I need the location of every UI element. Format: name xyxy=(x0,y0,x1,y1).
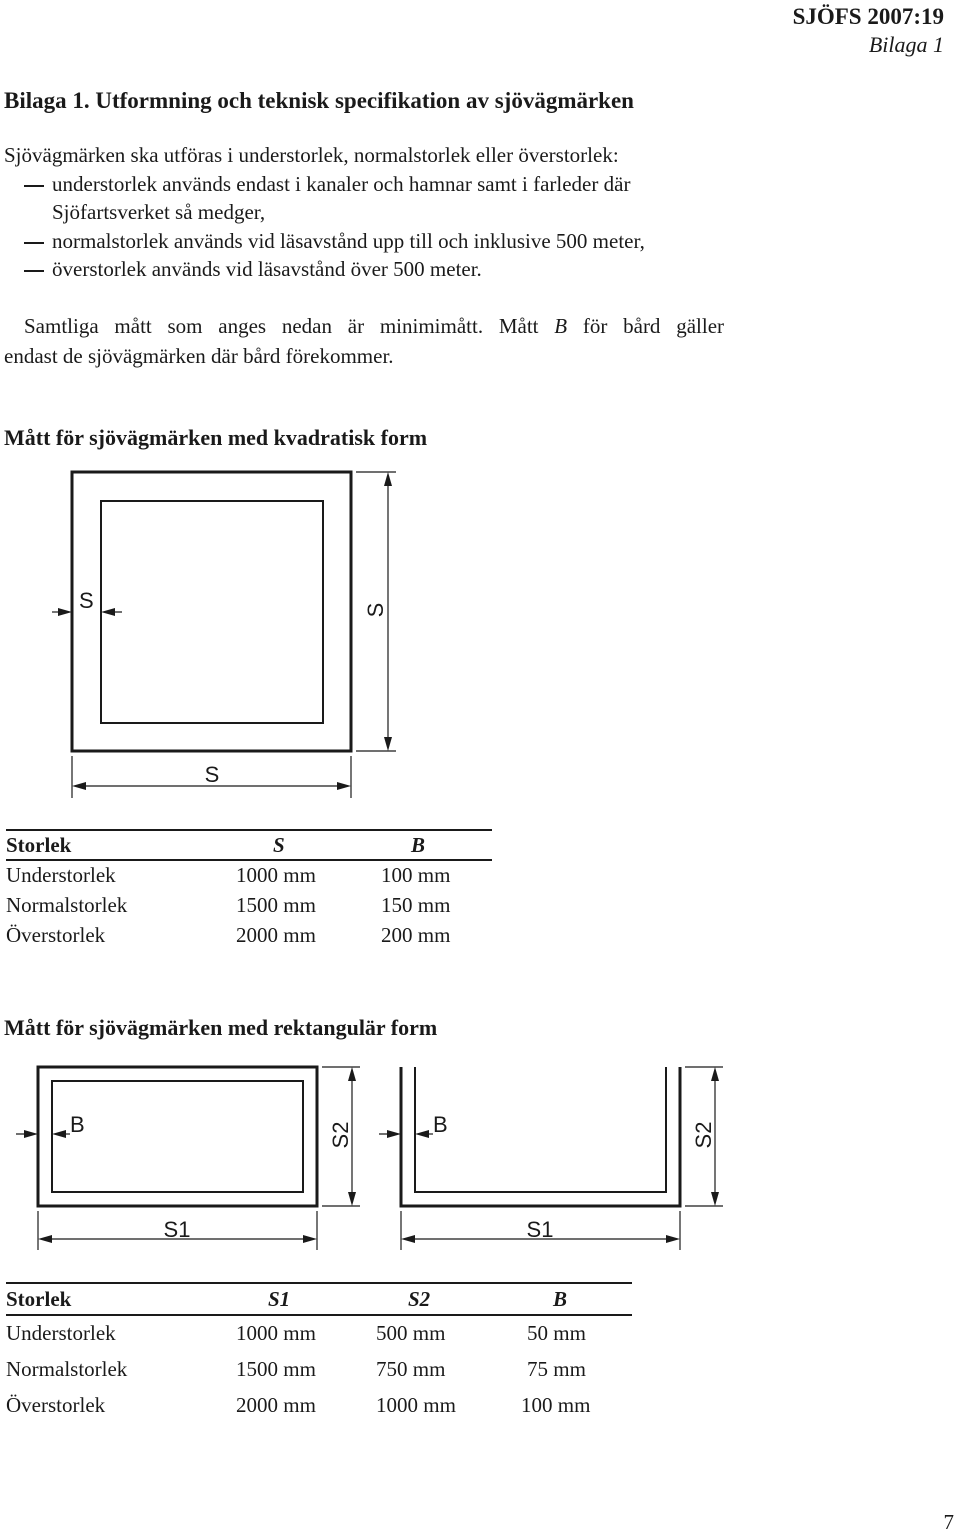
table-header-row: Storlek S B xyxy=(6,830,492,860)
square-size-table xyxy=(6,829,492,950)
left-height-label: S2 xyxy=(328,1121,353,1149)
rect-diagram xyxy=(0,1055,960,1255)
square-diagram xyxy=(0,460,960,800)
page-number: 7 xyxy=(943,1510,954,1534)
table-row: Understorlek 1000 mm 500 mm 50 mm xyxy=(6,1321,586,1345)
page-title: Bilaga 1. Utformning och teknisk specifikation av sjövägmärken xyxy=(4,88,634,113)
table-header-row: Storlek S1 S2 B xyxy=(6,1283,632,1315)
right-border-label: B xyxy=(433,1112,448,1137)
intro-section xyxy=(4,141,645,284)
left-width-label: S1 xyxy=(163,1217,191,1242)
document-code: SJÖFS 2007:19 xyxy=(792,4,944,29)
table-row: Överstorlek 2000 mm 1000 mm 100 mm xyxy=(6,1392,591,1417)
left-border-label: B xyxy=(70,1112,85,1137)
intro-lead: Sjövägmärken ska utföras i understorlek, normalstorlek eller överstorlek: xyxy=(4,143,619,167)
width-label: S xyxy=(204,762,220,787)
table-row: Normalstorlek 1500 mm 150 mm xyxy=(6,892,451,917)
right-width-label: S1 xyxy=(526,1217,554,1242)
rect-heading: Mått för sjövägmärken med rektangulär form xyxy=(4,1015,438,1040)
minimum-note: Samtliga mått som anges nedan är minimimått. Mått B för bård gäller endast de sjövägmärken där bård förekommer. xyxy=(4,314,725,368)
square-heading: Mått för sjövägmärken med kvadratisk form xyxy=(4,425,428,450)
border-label: S xyxy=(79,588,94,613)
bullet-item: understorlek används endast i kanaler och hamnar samt i farleder där xyxy=(4,170,645,199)
table-row: Normalstorlek 1500 mm 750 mm 75 mm xyxy=(6,1356,586,1381)
note-variable: B xyxy=(554,314,568,338)
rect-size-table xyxy=(6,1282,632,1423)
bullet-item: överstorlek används vid läsavstånd över 500 meter. xyxy=(4,255,645,284)
table-row: Överstorlek 2000 mm 200 mm xyxy=(6,922,451,947)
right-height-label: S2 xyxy=(691,1121,716,1149)
bullet-item: normalstorlek används vid läsavstånd upp till och inklusive 500 meter, xyxy=(4,227,645,256)
appendix-label: Bilaga 1 xyxy=(868,32,944,57)
table-row: Understorlek 1000 mm 100 mm xyxy=(6,863,451,887)
bullet-item-continuation: Sjöfartsverket så medger, xyxy=(52,200,266,224)
height-label: S xyxy=(363,602,388,618)
